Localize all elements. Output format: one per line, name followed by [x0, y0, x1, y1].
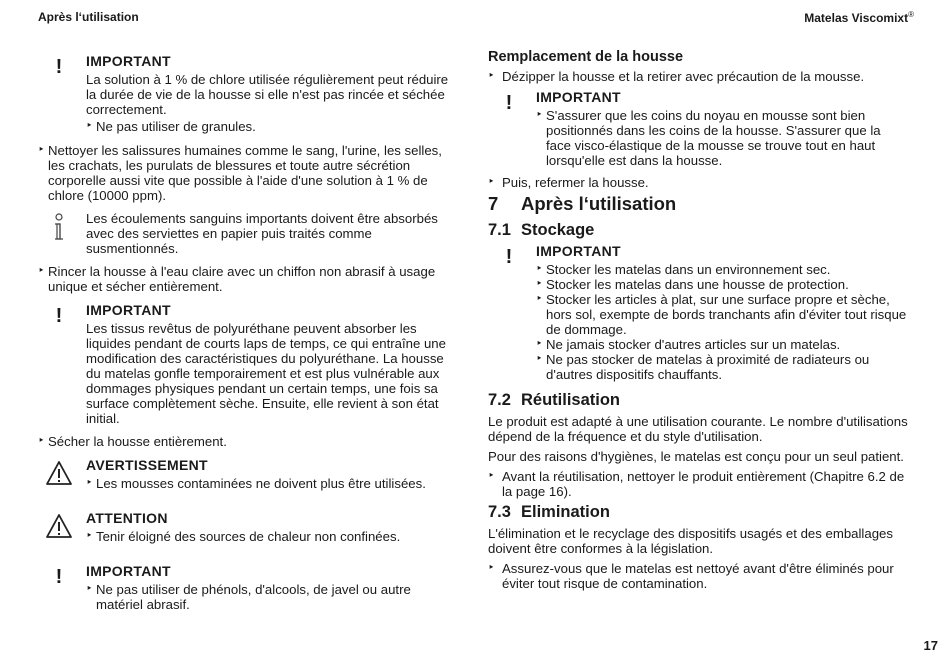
- important-title: IMPORTANT: [86, 53, 171, 69]
- storage-bullet: ‣ Stocker les matelas dans un environnement sec.: [536, 262, 908, 277]
- exclamation-icon: !: [55, 305, 63, 327]
- section-number: 7.3: [488, 503, 511, 521]
- product-name: Matelas Viscomixt: [804, 11, 909, 25]
- section-number: 7.1: [488, 221, 511, 239]
- attention-title: ATTENTION: [86, 510, 168, 526]
- important-bullet: ‣ S'assurer que les coins du noyau en mousse sont bien positionnés dans les coins de la housse. S'assurer que la face visco-élastique de la mousse se trouve tout en haut lorsqu'elle est dans la housse.: [536, 108, 908, 168]
- storage-bullet: ‣ Ne pas stocker de matelas à proximité de radiateurs ou d'autres dispositifs chauffants.: [536, 352, 908, 382]
- important-box-storage: [488, 244, 908, 382]
- warning-triangle-icon: [38, 513, 80, 542]
- exclamation-icon: !: [55, 56, 63, 78]
- important-title: IMPORTANT: [536, 89, 621, 105]
- important-bullet: ‣ Ne pas utiliser de phénols, d'alcools, de javel ou autre matériel abrasif.: [86, 582, 458, 612]
- registered-mark: ®: [908, 10, 914, 19]
- step-rinse: ‣ Rincer la housse à l'eau claire avec un chiffon non abrasif à usage unique et sécher entièrement.: [38, 264, 458, 294]
- important-box-chlorine: [38, 54, 458, 134]
- page-number: 17: [923, 638, 938, 653]
- section-title: Stockage: [521, 221, 595, 239]
- left-column: [38, 50, 458, 612]
- right-column: [488, 50, 908, 591]
- running-header-left: Après l‘utilisation: [38, 10, 139, 24]
- section-number: 7: [488, 193, 499, 214]
- attention-box: [38, 511, 458, 544]
- section-title: Elimination: [521, 503, 610, 521]
- important-title: IMPORTANT: [536, 243, 621, 259]
- section-number: 7.2: [488, 391, 511, 409]
- section-7-1-heading: [488, 220, 908, 240]
- section-7-heading: [488, 193, 908, 215]
- important-bullet: ‣ Ne pas utiliser de granules.: [86, 119, 458, 134]
- disposal-paragraph: L'élimination et le recyclage des dispositifs usagés et des emballages doivent être conformes à la législation.: [488, 526, 893, 556]
- storage-bullet: ‣ Stocker les matelas dans une housse de protection.: [536, 277, 908, 292]
- important-text: La solution à 1 % de chlore utilisée régulièrement peut réduire la durée de vie de la housse si elle n'est pas rincée et séchée correctement.: [86, 72, 449, 117]
- important-box-corners: [488, 90, 908, 168]
- step-dry: ‣ Sécher la housse entièrement.: [38, 434, 458, 449]
- important-title: IMPORTANT: [86, 563, 171, 579]
- step-close: ‣ Puis, refermer la housse.: [488, 175, 908, 190]
- section-title: Après l‘utilisation: [521, 193, 677, 214]
- subheading-replace-cover: Remplacement de la housse: [488, 49, 684, 65]
- important-box-polyurethane: [38, 303, 458, 426]
- reuse-paragraph: Pour des raisons d'hygiènes, le matelas est conçu pour un seul patient.: [488, 449, 904, 464]
- info-text: Les écoulements sanguins importants doivent être absorbés avec des serviettes en papier puis traités comme susmentionnés.: [86, 211, 438, 256]
- exclamation-icon: !: [55, 566, 63, 588]
- warning-bullet: ‣ Les mousses contaminées ne doivent plus être utilisées.: [86, 476, 458, 491]
- important-box-phenols: [38, 564, 458, 612]
- important-text: Les tissus revêtus de polyuréthane peuvent absorber les liquides pendant de courts laps de temps, ce qui entraîne une modification des caractéristiques du polyuréthane. La housse du matelas gonfle temporairement et est plus vulnérable aux dommages physiques pendant un certain temps, une fois sa surface complètement sèche. Ensuite, elle revient à son état initial.: [86, 321, 446, 426]
- step-clean: ‣ Nettoyer les salissures humaines comme le sang, l'urine, les selles, les crachats, les purulats de blessures et toute autre sécrétion corporelle aussi vite que possible à l'aide d'une solution à 1 % de chlore (10000 ppm).: [38, 143, 458, 203]
- running-header-right: [804, 10, 914, 25]
- exclamation-icon: !: [505, 92, 513, 114]
- warning-box: [38, 458, 458, 491]
- section-7-3-heading: [488, 502, 908, 522]
- exclamation-icon: !: [505, 246, 513, 268]
- section-7-2-heading: [488, 390, 908, 410]
- storage-bullet: ‣ Ne jamais stocker d'autres articles sur un matelas.: [536, 337, 908, 352]
- reuse-bullet: ‣ Avant la réutilisation, nettoyer le produit entièrement (Chapitre 6.2 de la page 16).: [488, 469, 908, 499]
- info-box: [38, 211, 458, 256]
- attention-bullet: ‣ Tenir éloigné des sources de chaleur non confinées.: [86, 529, 458, 544]
- reuse-paragraph: Le produit est adapté à une utilisation courante. Le nombre d'utilisations dépend de la fréquence et du style d'utilisation.: [488, 414, 908, 444]
- disposal-bullet: ‣ Assurez-vous que le matelas est nettoyé avant d'être éliminés pour éviter tout risque de contamination.: [488, 561, 908, 591]
- important-title: IMPORTANT: [86, 302, 171, 318]
- warning-triangle-icon: [38, 460, 80, 489]
- section-title: Réutilisation: [521, 391, 621, 409]
- warning-title: AVERTISSEMENT: [86, 457, 208, 473]
- step-unzip: ‣ Dézipper la housse et la retirer avec précaution de la mousse.: [488, 69, 908, 84]
- info-icon: [38, 213, 80, 246]
- storage-bullet: ‣ Stocker les articles à plat, sur une surface propre et sèche, hors sol, exempte de bords tranchants afin d'éviter tout risque de dommage.: [536, 292, 908, 337]
